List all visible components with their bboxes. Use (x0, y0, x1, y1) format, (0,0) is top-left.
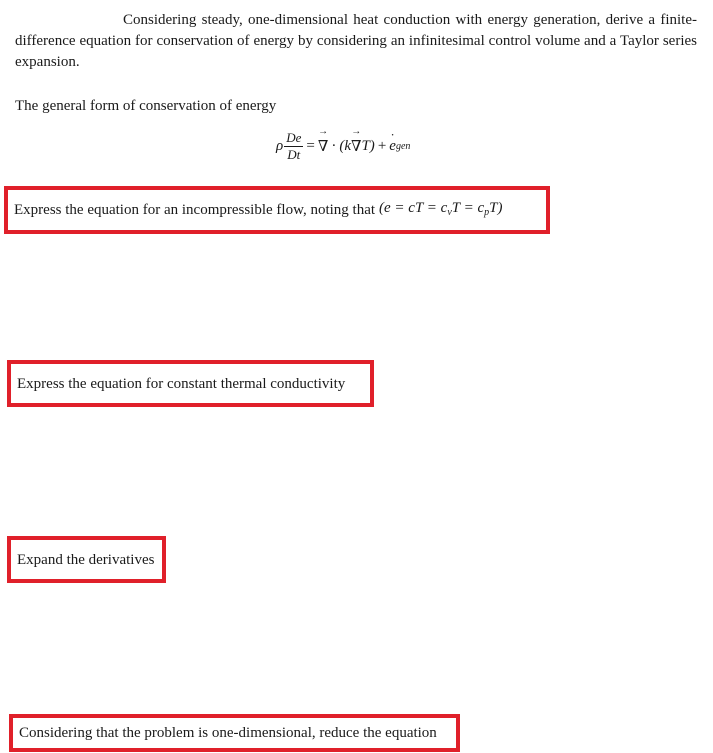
energy-conservation-equation (276, 126, 410, 166)
material-derivative-fraction (284, 131, 303, 162)
fraction-denominator: Dt (287, 146, 301, 162)
step-2-label: Express the equation for constant thermal conductivity (17, 375, 346, 392)
step-one-dimensional-reduction (9, 714, 460, 752)
generation-subscript: gen (395, 140, 411, 152)
general-form-label: The general form of conservation of energy (15, 98, 277, 114)
step-1-label: Express the equation for an incompressible flow, noting that (14, 202, 376, 218)
open-paren-k: (k (339, 137, 351, 154)
step-incompressible-flow (4, 186, 550, 234)
step-1-math: (e = cT = $c_vT = c_pT$) (379, 199, 503, 218)
plus-sign: + (377, 137, 387, 154)
step-expand-derivatives (7, 536, 166, 583)
step-4-label: Considering that the problem is one-dimensional, reduce the equation (19, 725, 437, 741)
problem-statement: Considering steady, one-dimensional heat conduction with energy generation, derive a finite-difference equation for conservation of energy by considering an infinitesimal control volume and a Taylor series expansion. (15, 12, 697, 70)
equals-sign: = (306, 137, 315, 154)
dot-operator: · (331, 137, 337, 154)
rho-symbol: ρ (276, 137, 284, 154)
temperature-close: T) (361, 137, 375, 154)
nabla-vector-gradient: → ∇ (351, 137, 361, 156)
generation-rate-symbol: ˙ e (389, 138, 396, 155)
step-3-label: Expand the derivatives (17, 551, 155, 568)
nabla-vector: → ∇ (318, 137, 328, 156)
fraction-numerator: De (286, 129, 302, 145)
step-constant-conductivity (7, 360, 374, 407)
